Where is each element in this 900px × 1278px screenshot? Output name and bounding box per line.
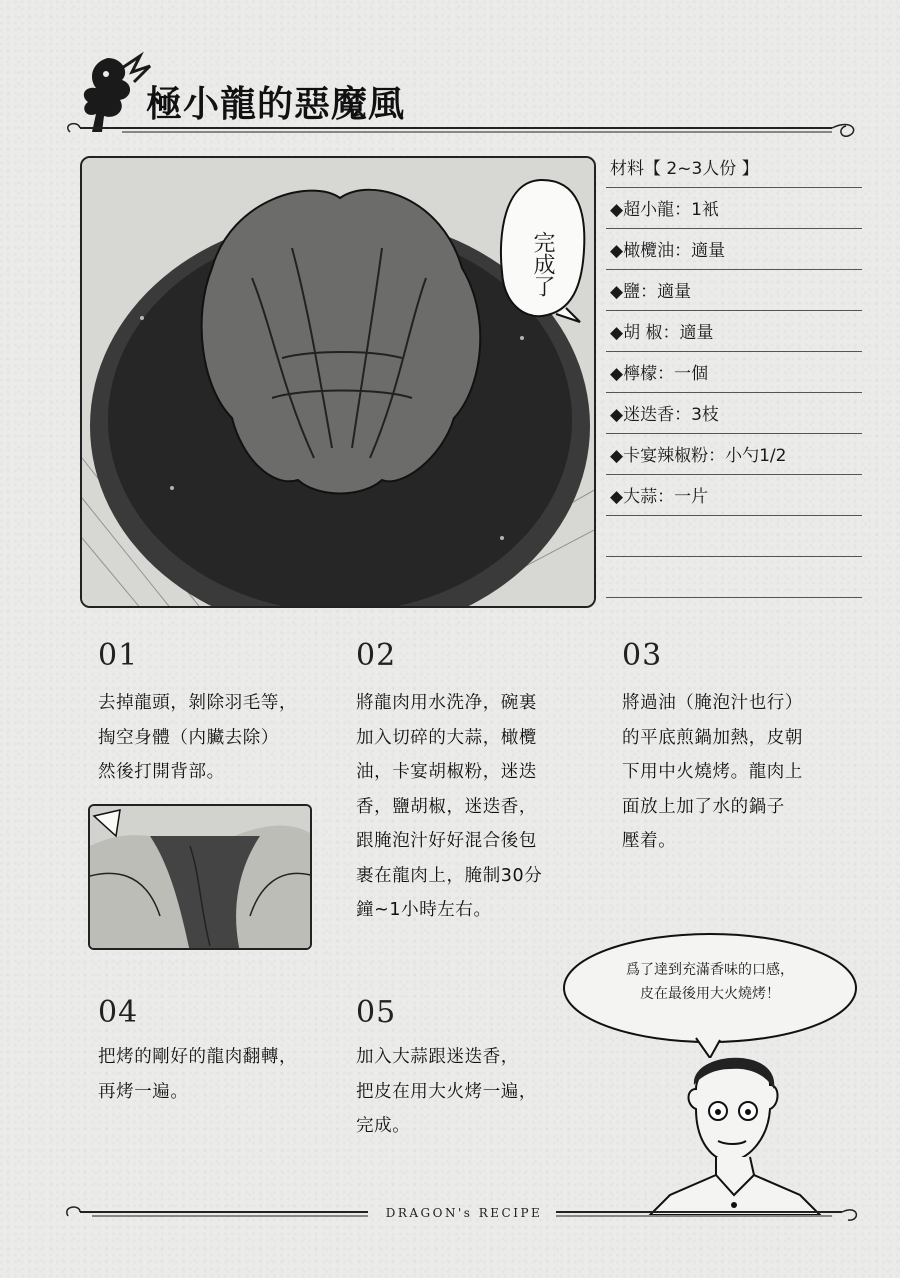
chef-character-icon (630, 1045, 830, 1215)
speech-bubble-line: 完成 (530, 231, 555, 275)
step-number: 05 (356, 995, 397, 1030)
step-line: 然後打開背部。 (98, 762, 225, 782)
ingredient-blank-line (606, 516, 862, 557)
step-line: 下用中火燒烤。龍肉上 (622, 762, 803, 782)
step-line: 把烤的剛好的龍肉翻轉， (98, 1047, 298, 1067)
step-line: 鐘~1小時左右。 (356, 900, 492, 920)
speech-bubble-line: 了 (530, 275, 555, 297)
ingredient-item: ◆檸檬：一個 (606, 352, 862, 393)
step-text (98, 686, 338, 790)
step-line: 加入大蒜跟迷迭香， (356, 1047, 519, 1067)
step-line: 面放上加了水的鍋子 (622, 796, 785, 817)
step-line: 將龍肉用水洗净，碗裏 (356, 693, 537, 713)
step-line: 完成。 (356, 1116, 411, 1136)
step-line: 去掉龍頭，剝除羽毛等， (98, 693, 298, 713)
step-line: 加入切碎的大蒜，橄欖 (356, 727, 537, 748)
ingredient-item: ◆超小龍：1衹 (606, 188, 862, 229)
step-line: 跟腌泡汁好好混合後包 (356, 831, 537, 851)
step-line: 把皮在用大火烤一遍， (356, 1081, 537, 1102)
chef-bubble-line: 爲了達到充滿香味的口感， (626, 962, 794, 978)
step-line: 裹在龍肉上，腌制30分 (356, 865, 543, 886)
step-number: 04 (98, 995, 139, 1030)
step-line: 再烤一遍。 (98, 1081, 189, 1102)
header-rule (62, 118, 862, 140)
chef-bubble-line: 皮在最後用大火燒烤！ (640, 986, 780, 1002)
ingredients-list (606, 150, 862, 598)
step-line: 掏空身體（内臟去除） (98, 727, 279, 748)
step-line: 香，鹽胡椒，迷迭香， (356, 796, 537, 817)
ingredient-item: ◆卡宴辣椒粉：小勺1/2 (606, 434, 862, 475)
step-line: 將過油（腌泡汁也行） (622, 693, 803, 713)
step-number: 02 (356, 638, 397, 673)
step-number: 03 (622, 638, 663, 673)
step-number: 01 (98, 638, 139, 673)
ingredient-item: ◆迷迭香：3枝 (606, 393, 862, 434)
footer-label: DRAGON's RECIPE (385, 1206, 543, 1220)
ingredients-header: 材料【 2~3人份 】 (606, 150, 862, 188)
ingredient-blank-line (606, 557, 862, 598)
step-text (98, 1040, 348, 1109)
step-line: 油，卡宴胡椒粉，迷迭 (356, 762, 537, 782)
step-illustration (88, 804, 312, 950)
ingredient-item: ◆橄欖油：適量 (606, 229, 862, 270)
chef-speech-bubble (560, 930, 860, 1058)
step-line: 壓着。 (622, 831, 677, 851)
step-text (622, 686, 862, 859)
speech-bubble (496, 176, 588, 324)
ingredient-item: ◆鹽：適量 (606, 270, 862, 311)
step-line: 的平底煎鍋加熱，皮朝 (622, 727, 803, 748)
step-text (356, 686, 596, 928)
ingredient-item: ◆大蒜：一片 (606, 475, 862, 516)
ingredient-item: ◆胡 椒：適量 (606, 311, 862, 352)
page-title: 極小龍的惡魔風 (146, 83, 406, 125)
